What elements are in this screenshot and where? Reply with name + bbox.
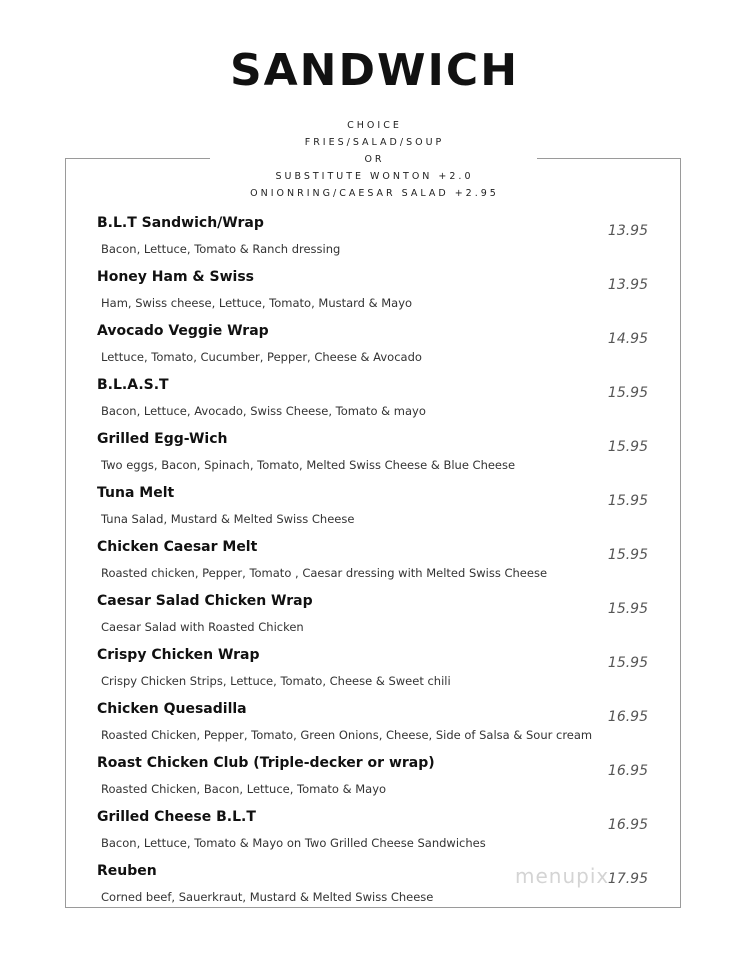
item-description: Roasted Chicken, Bacon, Lettuce, Tomato & Mayo [101,782,387,796]
menu-title: SANDWICH [229,45,520,96]
menu-item [97,323,657,377]
menu-item [97,215,657,269]
item-description: Ham, Swiss cheese, Lettuce, Tomato, Mustard & Mayo [101,296,413,310]
item-name: Grilled Cheese B.L.T [97,809,256,825]
frame-divider-left [65,158,210,159]
item-price: 15.95 [607,493,648,509]
menu-item [97,485,657,539]
choice-line: FRIES/SALAD/SOUP [304,137,445,148]
item-name: B.L.T Sandwich/Wrap [97,215,264,231]
item-description: Bacon, Lettuce, Tomato & Ranch dressing [101,242,341,256]
item-price: 16.95 [607,817,648,833]
menu-item [97,593,657,647]
item-price: 15.95 [607,655,648,671]
item-description: Crispy Chicken Strips, Lettuce, Tomato, Cheese & Sweet chili [101,674,451,688]
item-name: Grilled Egg-Wich [97,431,228,447]
item-name: Chicken Caesar Melt [97,539,258,555]
menu-item [97,809,657,863]
watermark: menupix [515,864,610,888]
menu-item [97,431,657,485]
item-description: Lettuce, Tomato, Cucumber, Pepper, Cheese & Avocado [101,350,422,364]
item-name: Reuben [97,863,157,879]
item-price: 15.95 [607,547,648,563]
menu-item-list [97,215,657,917]
item-price: 13.95 [607,223,648,239]
item-name: Roast Chicken Club (Triple-decker or wrap) [97,755,435,771]
choice-line: CHOICE [347,120,402,131]
choice-line: ONIONRING/CAESAR SALAD +2.95 [250,188,499,199]
item-description: Caesar Salad with Roasted Chicken [101,620,304,634]
item-description: Bacon, Lettuce, Avocado, Swiss Cheese, Tomato & mayo [101,404,426,418]
item-price: 15.95 [607,439,648,455]
choice-line: OR [364,154,385,165]
menu-item [97,755,657,809]
menu-item [97,377,657,431]
item-name: Crispy Chicken Wrap [97,647,260,663]
item-name: B.L.A.S.T [97,377,169,393]
frame-divider-right [537,158,681,159]
item-description: Roasted chicken, Pepper, Tomato , Caesar dressing with Melted Swiss Cheese [101,566,548,580]
item-description: Roasted Chicken, Pepper, Tomato, Green Onions, Cheese, Side of Salsa & Sour cream [101,728,593,742]
item-price: 15.95 [607,601,648,617]
item-description: Corned beef, Sauerkraut, Mustard & Melted Swiss Cheese [101,890,434,904]
item-price: 13.95 [607,277,648,293]
menu-item [97,269,657,323]
item-price: 16.95 [607,763,648,779]
item-description: Two eggs, Bacon, Spinach, Tomato, Melted Swiss Cheese & Blue Cheese [101,458,516,472]
item-name: Avocado Veggie Wrap [97,323,269,339]
menu-item [97,539,657,593]
item-price: 17.95 [607,871,648,887]
item-description: Tuna Salad, Mustard & Melted Swiss Cheese [101,512,355,526]
item-description: Bacon, Lettuce, Tomato & Mayo on Two Grilled Cheese Sandwiches [101,836,486,850]
item-name: Tuna Melt [97,485,175,501]
menu-item [97,647,657,701]
item-name: Chicken Quesadilla [97,701,247,717]
item-price: 15.95 [607,385,648,401]
choice-line: SUBSTITUTE WONTON +2.0 [275,171,474,182]
menu-item [97,701,657,755]
item-name: Caesar Salad Chicken Wrap [97,593,313,609]
item-price: 14.95 [607,331,648,347]
item-name: Honey Ham & Swiss [97,269,254,285]
item-price: 16.95 [607,709,648,725]
